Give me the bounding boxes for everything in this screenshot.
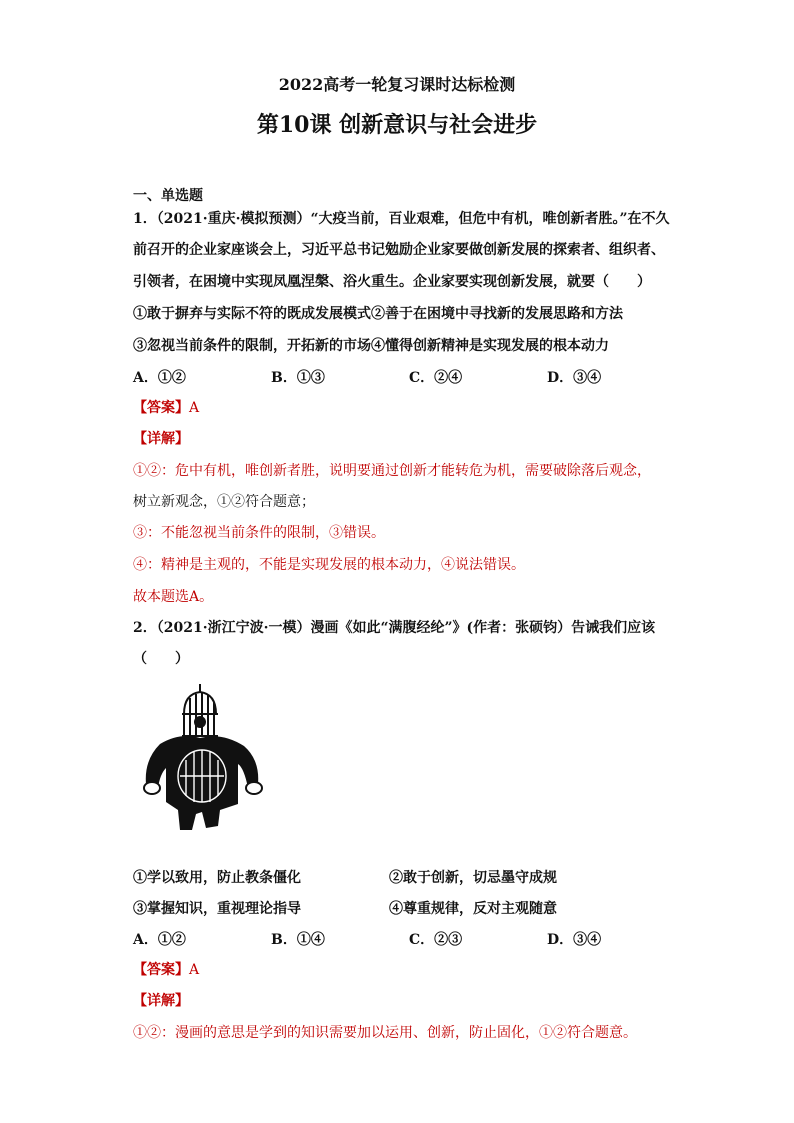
q2-item-4: ④尊重规律，反对主观随意 <box>389 901 557 917</box>
cartoon-image <box>140 684 272 834</box>
q2-item-2: ②敢于创新，切忌墨守成规 <box>389 870 557 886</box>
answer-label: 【答案】 <box>133 400 189 416</box>
q2-item-3: ③掌握知识，重视理论指导 <box>133 901 301 917</box>
q2-option-a: A．①② <box>133 932 186 948</box>
q1-option-c: C．②④ <box>409 370 463 386</box>
document-title: 第10课 创新意识与社会进步 <box>256 112 538 138</box>
q2-explanation-line1: ①②：漫画的意思是学到的知识需要加以运用、创新，防止固化，①②符合题意。 <box>133 1025 637 1041</box>
q2-detail-label: 【详解】 <box>133 993 189 1009</box>
q2-stem-line2: （ ） <box>133 651 189 667</box>
q2-item-1: ①学以致用，防止教条僵化 <box>133 870 301 886</box>
q2-option-d: D．③④ <box>547 932 602 948</box>
q1-item-line2: ③忽视当前条件的限制，开拓新的市场④懂得创新精神是实现发展的根本动力 <box>133 338 609 354</box>
q1-explanation-line3: ③：不能忽视当前条件的限制，③错误。 <box>133 525 385 541</box>
q1-option-d: D．③④ <box>547 370 602 386</box>
section-title: 一、单选题 <box>133 188 203 204</box>
q1-conclusion: 故本题选A。 <box>133 589 214 605</box>
q1-answer <box>133 398 199 418</box>
q1-detail-label: 【详解】 <box>133 431 189 447</box>
document-subtitle: 2022高考一轮复习课时达标检测 <box>278 75 516 94</box>
q1-option-b: B．①③ <box>271 370 325 386</box>
q1-explanation-line4: ④：精神是主观的，不能是实现发展的根本动力，④说法错误。 <box>133 557 525 573</box>
q1-stem-line2: 前召开的企业家座谈会上，习近平总书记勉励企业家要做创新发展的探索者、组织者、 <box>133 242 665 258</box>
q1-item-line1: ①敢于摒弃与实际不符的既成发展模式②善于在困境中寻找新的发展思路和方法 <box>133 306 623 322</box>
q1-explanation-line1: ①②：危中有机，唯创新者胜，说明要通过创新才能转危为机，需要破除落后观念， <box>133 463 651 479</box>
q1-stem-line3: 引领者，在困境中实现凤凰涅槃、浴火重生。企业家要实现创新发展，就要（ ） <box>133 274 651 290</box>
answer-label: 【答案】 <box>133 962 189 978</box>
answer-value: A <box>189 962 200 978</box>
q1-stem-line1: 1．（2021·重庆·模拟预测）“大疫当前，百业艰难，但危中有机，唯创新者胜。”在不久 <box>133 211 670 227</box>
q1-option-a: A．①② <box>133 370 186 386</box>
answer-value: A <box>189 400 200 416</box>
q2-option-c: C．②③ <box>409 932 463 948</box>
q2-stem-line1: 2．（2021·浙江宁波·一模）漫画《如此“满腹经纶”》(作者：张硕钧）告诫我们应该 <box>133 620 656 636</box>
q2-answer <box>133 960 199 980</box>
q1-explanation-line2: 树立新观念，①②符合题意； <box>133 494 315 510</box>
q2-option-b: B．①④ <box>271 932 325 948</box>
